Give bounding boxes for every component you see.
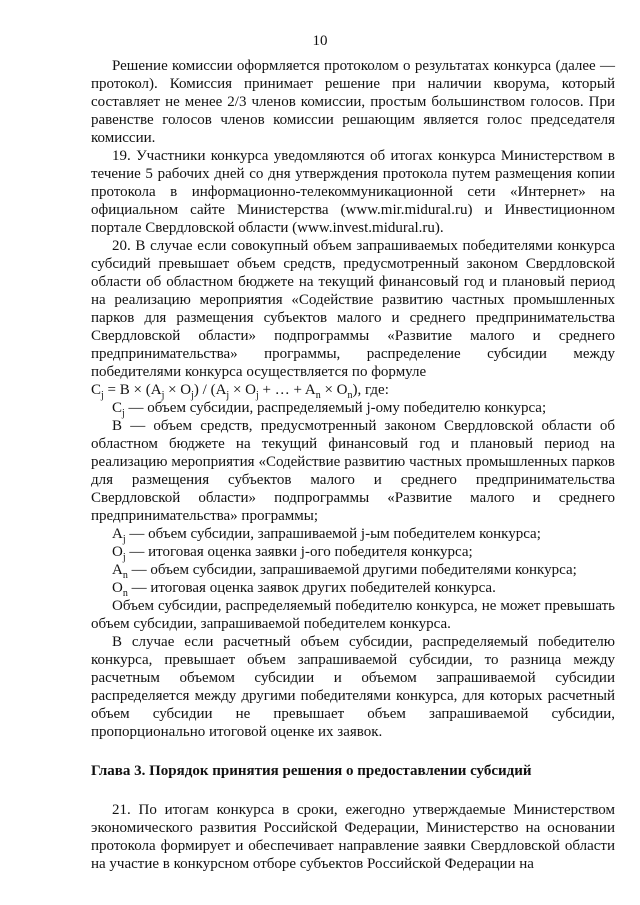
paragraph-19: 19. Участники конкурса уведомляются об итогах конкурса Министерством в течение 5 рабочих дней со дня утверждения протокола путем размещения копии протокола в информационно-телекоммуникационной сети «Интернет» на официальном сайте Министерства (www.mir.midural.ru) и Инвестиционном портале Свердловской области (www.invest.midural.ru). (91, 148, 615, 236)
page-number: 10 (312, 33, 328, 49)
definition-aj: $A_j$ — объем субсидии, запрашиваемой j-ым победителем конкурса; (112, 526, 541, 545)
paragraph-commission-decision: Решение комиссии оформляется протоколом о результатах конкурса (далее — протокол). Комиссия принимает решение при наличии кворума, который составляет не менее 2/3 членов комиссии, простым большинством голосов. При равенстве голосов членов комиссии решающим является голос председателя комиссии. (91, 58, 615, 146)
paragraph-21: 21. По итогам конкурса в сроки, ежегодно утверждаемые Министерством экономического развития Российской Федерации, Министерство на основании протокола формирует и обеспечивает направление заявки Свердловской области на участие в конкурсном отборе субъектов Российской Федерации на (91, 802, 615, 872)
subsidy-formula: $C_j = B \times (A_j \times O_j) / (A_j \times O_j$ + … + $A_n \times O_n$), где: (91, 382, 389, 401)
definition-oj: $O_j$ — итоговая оценка заявки j-ого победителя конкурса; (112, 544, 473, 563)
definition-b: B — объем средств, предусмотренный законом Свердловской области об областном бюджете на текущий финансовый год и плановый период на реализацию мероприятия «Содействие развитию частных промышленных парков для размещения субъектов малого и среднего предпринимательства Свердловской области» подпрограммы «Развитие малого и среднего предпринимательства» программы; (91, 418, 615, 524)
chapter-heading: Глава 3. Порядок принятия решения о предоставлении субсидий (91, 763, 532, 779)
definition-on: $O_n$ — итоговая оценка заявок других победителей конкурса. (112, 580, 496, 599)
paragraph-subsidy-limit: Объем субсидии, распределяемый победителю конкурса, не может превышать объем субсидии, запрашиваемой победителем конкурса. (91, 598, 615, 632)
definition-cj: $C_j$ — объем субсидии, распределяемый j-ому победителю конкурса; (112, 400, 547, 419)
document-body (91, 57, 615, 873)
definition-an: $A_n$ — объем субсидии, запрашиваемой другими победителями конкурса; (112, 562, 577, 581)
paragraph-redistribution: В случае если расчетный объем субсидии, распределяемый победителю конкурса, превышает объем запрашиваемой субсидии, то разница между расчетным объемом субсидии и объемом запрашиваемой субсидии распределяется между другими победителями конкурса, для которых расчетный объем субсидии не превышает объем запрашиваемой субсидии, пропорционально итоговой оценке их заявок. (91, 634, 615, 740)
paragraph-20: 20. В случае если совокупный объем запрашиваемых победителями конкурса субсидий превышает объем средств, предусмотренный законом Свердловской области об областном бюджете на текущий финансовый год и плановый период на реализацию мероприятия «Содействие развитию частных промышленных парков для размещения субъектов малого и среднего предпринимательства Свердловской области» подпрограммы «Развитие малого и среднего предпринимательства» программы, распределение субсидии между победителями конкурса осуществляется по формуле (91, 238, 615, 380)
